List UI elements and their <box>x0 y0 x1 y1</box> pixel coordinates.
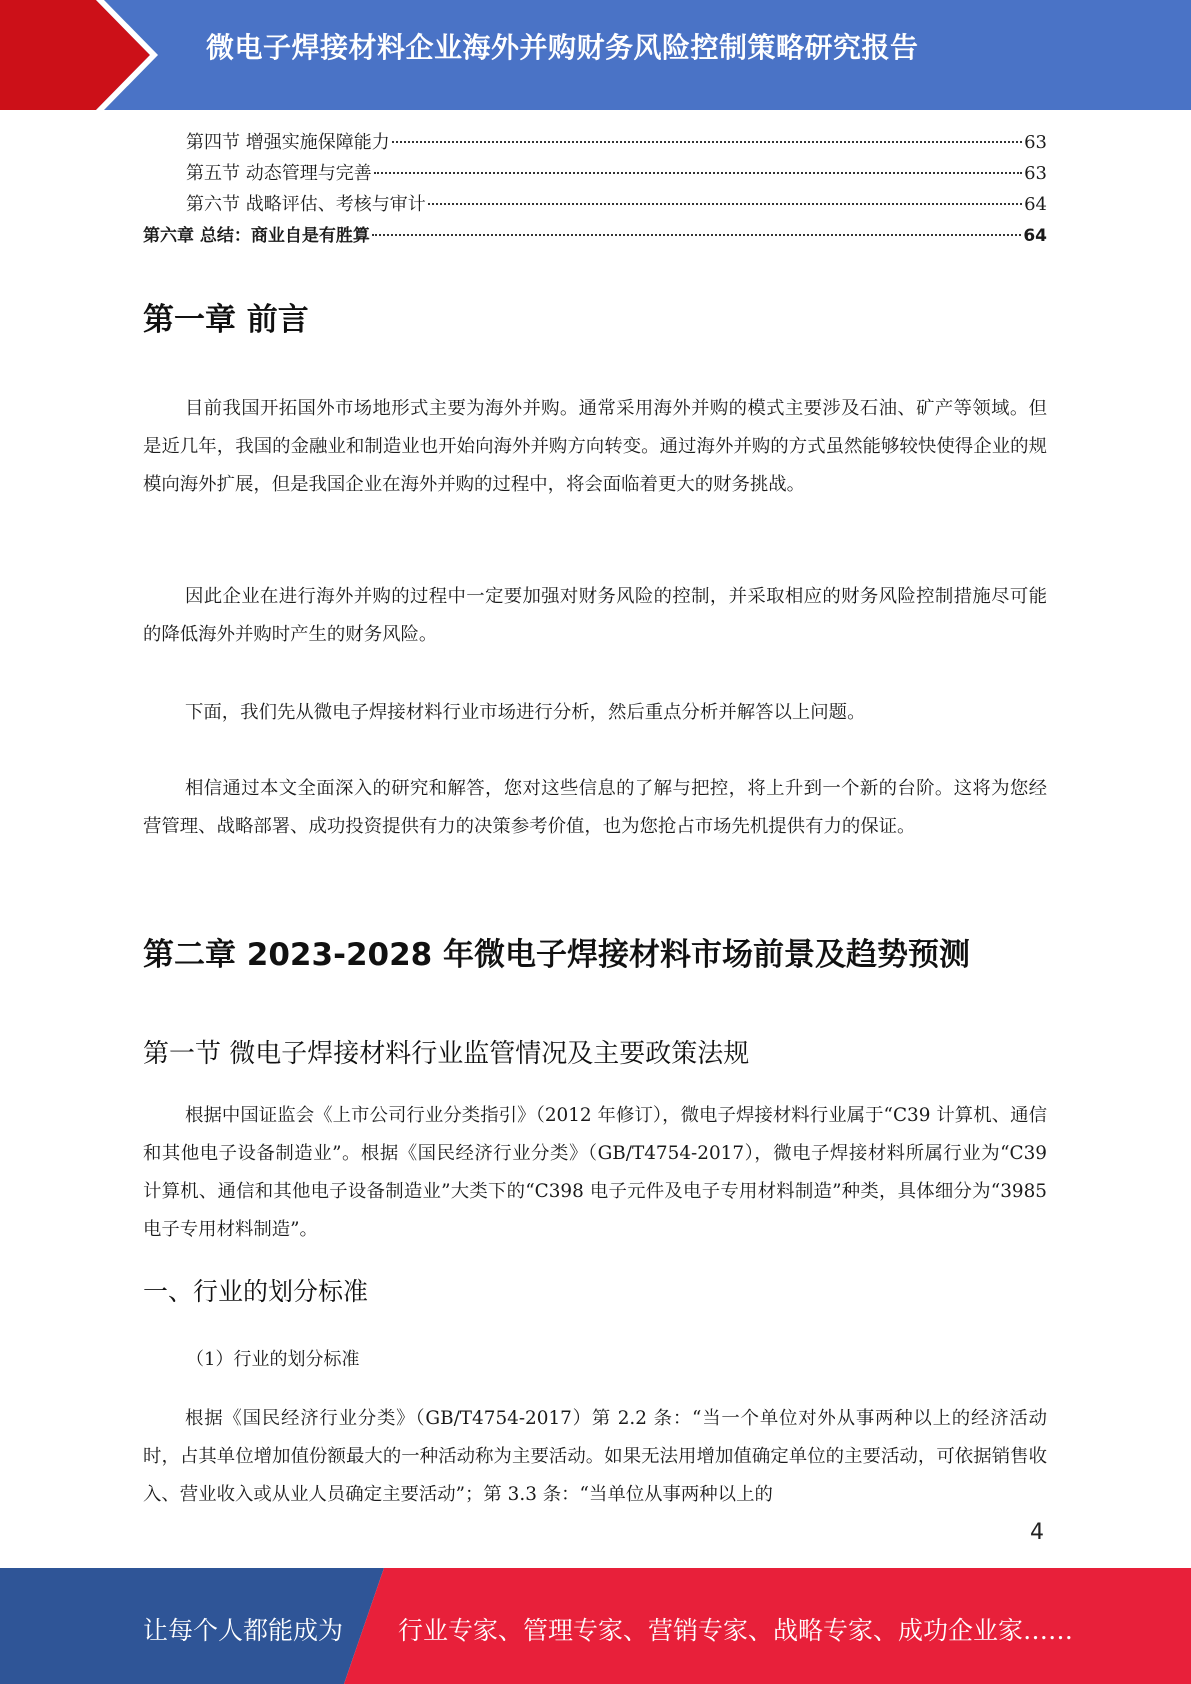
toc-entry-text: 第四节 增强实施保障能力 <box>186 132 390 153</box>
toc-entry-text: 第六章 总结：商业自是有胜算 <box>143 226 370 246</box>
toc-entry-page: 64 <box>1024 194 1047 215</box>
report-title: 微电子焊接材料企业海外并购财务风险控制策略研究报告 <box>206 31 919 64</box>
chapter-1-paragraph: 下面，我们先从微电子焊接材料行业市场进行分析，然后重点分析并解答以上问题。 <box>185 702 866 723</box>
toc-leader <box>372 234 1021 236</box>
toc-entry-page: 63 <box>1024 132 1047 153</box>
chapter-1-paragraph: 目前我国开拓国外市场地形式主要为海外并购。通常采用海外并购的模式主要涉及石油、矿产等领域。但是近几年，我国的金融业和制造业也开始向海外并购方向转变。通过海外并购的方式虽然能够较快使得企业的规模向海外扩展，但是我国企业在海外并购的过程中，将会面临着更大的财务挑战。 <box>143 398 1047 495</box>
subsection-paragraph: 根据《国民经济行业分类》（GB/T4754-2017）第 2.2 条：“当一个单位对外从事两种以上的经济活动时，占其单位增加值份额最大的一种活动称为主要活动。如果无法用增加值确定单位的主要活动，可依据销售收入、营业收入或从业人员确定主要活动”；第 3.3 条：“当单位从事两种以上的 <box>143 1408 1047 1505</box>
chapter-2-heading: 第二章 2023-2028 年微电子焊接材料市场前景及趋势预测 <box>143 937 971 973</box>
header-banner <box>0 0 1191 110</box>
page-number: 4 <box>1030 1520 1044 1545</box>
toc-entry[interactable] <box>143 190 1047 221</box>
toc-entry-page: 64 <box>1023 226 1047 246</box>
toc-leader <box>428 203 1022 205</box>
toc-entry-chapter[interactable] <box>143 221 1047 252</box>
subsection-item: （1）行业的划分标准 <box>186 1349 360 1370</box>
toc-entry-text: 第六节 战略评估、考核与审计 <box>186 194 426 215</box>
toc-entry-page: 63 <box>1024 163 1047 184</box>
section-heading: 第一节 微电子焊接材料行业监管情况及主要政策法规 <box>143 1039 750 1069</box>
footer-slogan-left: 让每个人都能成为 <box>143 1616 344 1645</box>
footer-banner <box>0 1568 1191 1684</box>
chapter-1-heading: 第一章 前言 <box>143 302 309 338</box>
section-paragraph: 根据中国证监会《上市公司行业分类指引》（2012 年修订），微电子焊接材料行业属于“C39 计算机、通信和其他电子设备制造业”。根据《国民经济行业分类》（GB/T4754-2017），微电子焊接材料所属行业为“C39 计算机、通信和其他电子设备制造业”大类下的“C398 电子元件及电子专用材料制造”种类，具体细分为“3985 电子专用材料制造”。 <box>143 1105 1047 1240</box>
footer-slogan-right: 行业专家、管理专家、营销专家、战略专家、成功企业家…… <box>398 1616 1074 1645</box>
toc-entry[interactable] <box>143 128 1047 159</box>
toc-leader <box>374 172 1022 174</box>
chapter-1-paragraph: 因此企业在进行海外并购的过程中一定要加强对财务风险的控制，并采取相应的财务风险控制措施尽可能的降低海外并购时产生的财务风险。 <box>143 586 1047 645</box>
chapter-1-paragraph: 相信通过本文全面深入的研究和解答，您对这些信息的了解与把控，将上升到一个新的台阶。这将为您经营管理、战略部署、成功投资提供有力的决策参考价值，也为您抢占市场先机提供有力的保证。 <box>143 778 1047 837</box>
table-of-contents <box>143 128 1047 252</box>
toc-entry[interactable] <box>143 159 1047 190</box>
toc-leader <box>392 141 1022 143</box>
subsection-heading: 一、行业的划分标准 <box>143 1277 369 1306</box>
toc-entry-text: 第五节 动态管理与完善 <box>186 163 372 184</box>
